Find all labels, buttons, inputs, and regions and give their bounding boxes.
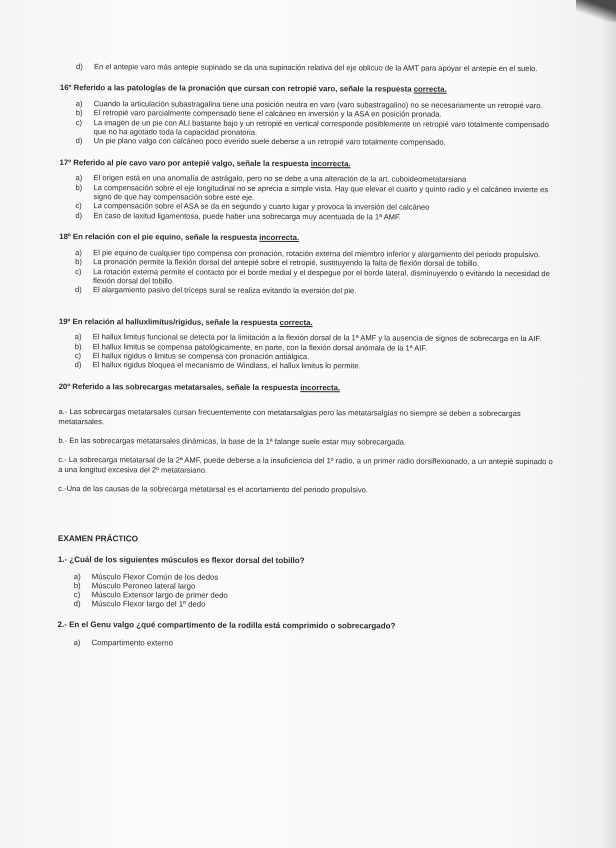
option-17-c: c) La compensación sobre el ASA se da en segundo y cuarto lugar y provoca la inversión del calcáneo [75,201,430,213]
question-20-title: 20º Referido a las sobrecargas metatarsales, señale la respuesta incorrecta. [58,381,341,392]
option-text: En el antepie varo más antepie supinado se da una supinación relativa del eje oblicuo de la AMT para apoyar el antepie en el suelo. [93,62,538,74]
option-16-d: d) Un pie plano valgo con calcáneo poco everido suele deberse a un retropié varo totalmente compensado. [75,136,446,148]
practical-q1-title: 1.- ¿Cuál de los siguientes músculos es flexor dorsal del tobillo? [57,555,305,566]
question-18-key: incorrecta. [259,233,300,243]
option-19-a: a) El hallux limitus funcional se detecta por la limitación a la flexión dorsal de la 1ª AMF y la ausencia de signos de sobrecarga en la AIF. [74,332,542,344]
scan-corner-shadow [576,0,616,22]
option-16-b: b) El retropié varo parcialmente compensado tiene el calcáneo en inversión y la ASA en posición pronada. [75,108,442,119]
option-18-b: b) La pronación permite la flexión dorsal del antepié sobre el retropié, sustituyendo la falta de flexión dorsal de tobillo. [75,257,479,268]
option-17-d: d) En caso de laxitud ligamentosa, puede haber una sobrecarga muy acentuada de la 1ª AMF. [75,210,401,222]
question-19-key: correcta. [279,317,313,327]
option-16-c: c) La imagen de un pie con ALI bastante bajo y un retropié en vertical corresponde posiblemente un retropié varo totalmente compensado que no ha agotado toda la capacidad pronatoria. [75,117,549,137]
question-18-title: 18º En relación con el pie equino, señale la respuesta incorrecta. [59,232,300,243]
question-20-item-b: b.- En las sobrecargas metatarsales dinámicas, la base de la 1ª falange suele estar muy sobrecargada. [58,435,407,447]
question-17-key: incorrecta. [310,158,351,169]
option-17-a: a) El origen está en una anomalía de astrágalo, pero no se debe a una alteración de la art. cuboideometatarsiana [75,173,467,185]
question-18-options [55,248,555,297]
page-edge-shadow [602,0,616,848]
option-19-b: b) El hallux limitus se compensa patológicamente, en parte, con la flexión dorsal anómala de la 1ª AIF. [74,341,428,353]
option-17-b: b) La compensación sobre el eje longitudinal no se aprecia a simple vista. Hay que elevar el cuarto y quinto radio y el calcáneo invierte es signo de que hay compensación sobre este eje. [75,182,549,202]
question-17-options [55,173,555,222]
question-16-options [56,99,556,148]
practical-q1-option-c: c) Músculo Extensor largo de primer dedo [73,590,228,601]
option-18-a: a) El pie equino de cualquier tipo compensa con pronación, rotación externa del miembro inferior y alargamiento del periodo propulsivo. [75,247,541,259]
practical-q1-option-b: b) Músculo Peroneo lateral largo [73,581,196,592]
option-19-d: d) El hallux rigidus bloquea el mecanismo de Windlass, el hallux limitus lo permite. [74,360,361,371]
option-15-d [76,62,556,74]
option-16-a: a) Cuando la articulación subastragalina tiene una posición neutra en varo (varo subastragalino) no se necesariamente un retropié varo. [75,98,543,110]
practical-exam-heading: EXAMEN PRÁCTICO [57,533,139,543]
question-16-key: correcta. [413,84,447,95]
practical-q2-options [53,638,553,649]
option-18-c: c) La rotación externa permite el contacto por el borde medial y el despegue por el borde lateral, disminuyendo o evitando la necesidad de flexión dorsal del tobillo. [75,266,550,286]
question-20-item-a: a.- Las sobrecargas metatarsales cursan frecuentemente con metatarsalgias pero las metatarsalgias no siempre se deben a sobrecargas metatarsales. [58,407,521,426]
question-16-title: 16º Referido a las patologías de la pronación que cursan con retropié varo, señale la respuesta correcta. [59,83,447,95]
question-17-title: 17º Referido al pie cavo varo por antepié valgo, señale la respuesta incorrecta. [59,157,351,169]
question-20-key: incorrecta. [300,382,341,392]
page-content [53,62,556,649]
practical-q1-option-d: d) Músculo Flexor largo del 1º dedo [73,599,206,610]
question-20-item-c: c.- La sobrecarga metatarsal de la 2ª AMF, puede deberse a la insuficiencia del 1º radio, a un primer radio dorsiflexionado, a un antepié supinado o a una longitud excesiva del 2º metatarsiano. [58,455,553,475]
practical-q2-option-a: a) Compartimento externo [73,637,173,648]
practical-q1-option-a: a) Músculo Flexor Común de los dedos [73,572,219,583]
option-letter: d) [75,62,83,72]
practical-q2-title: 2.- En el Genu valgo ¿qué compartimento de la rodilla está comprimido o sobrecargado? [57,620,396,631]
option-18-d: d) El alargamiento pasivo del tríceps sural se realiza evitando la eversión del pie. [74,285,357,296]
option-19-c: c) El hallux rigidus o limitus se compensa con pronación antiálgica. [74,351,310,362]
practical-q1-options [54,572,554,610]
question-20-item-d: c.-Una de las causas de la sobrecarga metatarsal es el acortamiento del periodo propulsivo. [58,484,368,495]
question-19-title: 19º En relación al halluxlimitus/rigidus, señale la respuesta correcta. [58,316,313,327]
question-19-options [55,332,555,372]
